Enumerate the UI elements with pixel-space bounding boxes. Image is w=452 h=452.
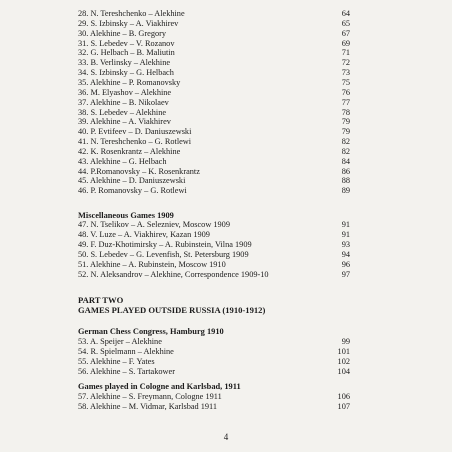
- entry-title: 47. N. Tselikov – A. Selezniev, Moscow 1909: [78, 220, 230, 229]
- entry-page-number: 73: [341, 68, 350, 78]
- entry-title: 36. M. Elyashov – Alekhine: [78, 87, 172, 97]
- misc-heading: Miscellaneous Games 1909: [78, 211, 174, 220]
- contents-entry: [78, 367, 350, 377]
- entry-page-number: 79: [341, 117, 350, 127]
- cologne-heading: Games played in Cologne and Karlsbad, 1911: [78, 382, 241, 391]
- entry-title: 43. Alekhine – G. Helbach: [78, 156, 167, 166]
- contents-entry: [78, 240, 350, 250]
- entry-title: 30. Alekhine – B. Gregory: [78, 28, 167, 38]
- entry-title: 35. Alekhine – P. Romanovsky: [78, 77, 181, 87]
- contents-entry: [78, 39, 350, 49]
- entry-title: 40. P. Evtifeev – D. Daniuszewski: [78, 127, 192, 137]
- entry-title: 51. Alekhine – A. Rubinstein, Moscow 1910: [78, 260, 226, 269]
- entry-title: 34. S. Izbinsky – G. Helbach: [78, 68, 174, 78]
- contents-entry: [78, 127, 350, 137]
- part-two-title: GAMES PLAYED OUTSIDE RUSSIA (1910-1912): [78, 305, 266, 315]
- contents-entry: [78, 157, 350, 167]
- entry-page-number: 102: [337, 357, 350, 366]
- entry-page-number: 99: [341, 337, 350, 346]
- contents-entry: [78, 98, 350, 108]
- entry-page-number: 82: [341, 137, 350, 147]
- contents-entry: [78, 260, 350, 270]
- contents-entry: [78, 147, 350, 157]
- entry-page-number: 72: [341, 58, 350, 68]
- entry-page-number: 69: [341, 38, 350, 48]
- entry-page-number: 88: [341, 176, 350, 186]
- entry-page-number: 89: [341, 186, 350, 196]
- contents-entry: [78, 68, 350, 78]
- entry-page-number: 76: [341, 87, 350, 97]
- entry-page-number: 106: [337, 392, 350, 401]
- contents-entry: [78, 78, 350, 88]
- contents-entry: [78, 337, 350, 347]
- contents-entry: [78, 186, 350, 196]
- contents-entry: [78, 29, 350, 39]
- contents-entry: [78, 250, 350, 260]
- contents-entry: [78, 48, 350, 58]
- entry-page-number: 77: [341, 97, 350, 107]
- contents-entry: [78, 167, 350, 177]
- entry-title: 37. Alekhine – B. Nikolaev: [78, 97, 169, 107]
- entry-title: 54. R. Spielmann – Alekhine: [78, 347, 174, 356]
- entry-title: 28. N. Tereshchenko – Alekhine: [78, 9, 185, 18]
- entry-page-number: 67: [341, 28, 350, 38]
- entry-title: 58. Alekhine – M. Vidmar, Karlsbad 1911: [78, 402, 218, 411]
- entry-page-number: 75: [341, 77, 350, 87]
- entry-title: 46. P. Romanovsky – G. Rotlewi: [78, 186, 187, 196]
- entry-title: 41. N. Tereshchenko – G. Rotlewi: [78, 137, 192, 147]
- entry-title: 39. Alekhine – A. Viakhirev: [78, 117, 171, 127]
- entry-page-number: 82: [341, 146, 350, 156]
- contents-entry: [78, 137, 350, 147]
- contents-entry: [78, 19, 350, 29]
- contents-entry: [78, 117, 350, 127]
- entry-title: 38. S. Lebedev – Alekhine: [78, 107, 167, 117]
- contents-entry: [78, 402, 350, 412]
- entry-title: 50. S. Lebedev – G. Levenfish, St. Petersburg 1909: [78, 250, 249, 259]
- entry-page-number: 79: [341, 127, 350, 137]
- contents-entry: [78, 108, 350, 118]
- entry-title: 53. A. Speijer – Alekhine: [78, 337, 162, 346]
- entry-page-number: 78: [341, 107, 350, 117]
- entry-page-number: 93: [341, 240, 350, 249]
- entry-title: 32. G. Helbach – B. Maliutin: [78, 48, 175, 58]
- entry-page-number: 104: [337, 367, 350, 376]
- contents-entry: [78, 230, 350, 240]
- entry-page-number: 71: [341, 48, 350, 58]
- entry-page-number: 107: [337, 402, 350, 411]
- entry-page-number: 64: [341, 9, 350, 18]
- contents-entry: [78, 58, 350, 68]
- contents-entry: [78, 9, 350, 19]
- entry-title: 29. S. Izbinsky – A. Viakhirev: [78, 18, 179, 28]
- entry-page-number: 97: [341, 270, 350, 279]
- entry-title: 57. Alekhine – S. Freymann, Cologne 1911: [78, 392, 222, 401]
- page-number: 4: [223, 432, 229, 442]
- entry-title: 45. Alekhine – D. Daniuszewski: [78, 176, 186, 186]
- entry-title: 49. F. Duz-Khotimirsky – A. Rubinstein, Vilna 1909: [78, 240, 252, 249]
- entry-title: 44. P.Romanovsky – K. Rosenkrantz: [78, 166, 200, 176]
- contents-entry: [78, 392, 350, 402]
- entry-title: 56. Alekhine – S. Tartakower: [78, 367, 175, 376]
- entry-title: 42. K. Rosenkrantz – Alekhine: [78, 146, 181, 156]
- contents-entry: [78, 270, 350, 280]
- hamburg-heading: German Chess Congress, Hamburg 1910: [78, 327, 224, 336]
- entry-page-number: 86: [341, 166, 350, 176]
- entry-title: 52. N. Aleksandrov – Alekhine, Correspondence 1909-10: [78, 270, 269, 279]
- entry-title: 33. B. Verlinsky – Alekhine: [78, 58, 171, 68]
- entry-page-number: 84: [341, 156, 350, 166]
- contents-entry: [78, 88, 350, 98]
- contents-entry: [78, 220, 350, 230]
- part-two-label: PART TWO: [78, 295, 124, 305]
- entry-page-number: 94: [341, 250, 350, 259]
- entry-page-number: 91: [341, 230, 350, 239]
- entry-page-number: 101: [337, 347, 350, 356]
- entry-title: 55. Alekhine – F. Yates: [78, 357, 155, 366]
- entry-page-number: 65: [341, 18, 350, 28]
- entry-title: 31. S. Lebedev – V. Rozanov: [78, 38, 175, 48]
- entry-page-number: 91: [341, 220, 350, 229]
- contents-entry: [78, 176, 350, 186]
- entry-page-number: 96: [341, 260, 350, 269]
- entry-title: 48. V. Luze – A. Viakhirev, Kazan 1909: [78, 230, 210, 239]
- contents-entry: [78, 357, 350, 367]
- contents-entry: [78, 347, 350, 357]
